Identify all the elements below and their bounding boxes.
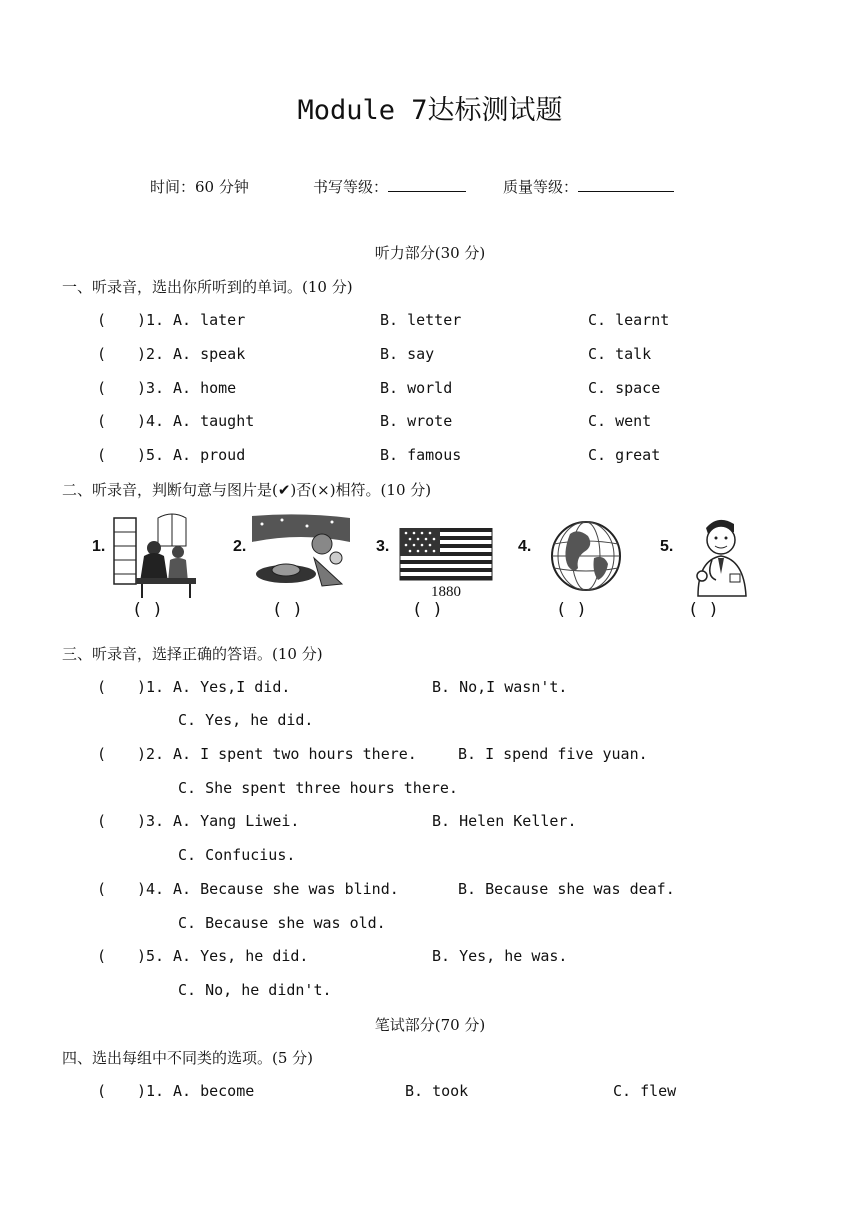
american-flag-picture xyxy=(398,528,494,600)
option-b: B. world xyxy=(380,379,453,397)
picture-label-5: 5. xyxy=(660,538,674,555)
option-b: B. say xyxy=(380,345,435,363)
quality-grade-label: 质量等级： xyxy=(503,176,674,197)
globe-picture xyxy=(548,518,624,594)
item-number: )3. xyxy=(137,812,165,830)
option-a: A. taught xyxy=(173,412,255,430)
option-a: A. proud xyxy=(173,446,246,464)
option-a: A. home xyxy=(173,379,237,397)
listening-part-title: 听力部分(30 分) xyxy=(374,244,486,262)
option-c: C. Confucius. xyxy=(178,846,296,864)
picture-label-4: 4. xyxy=(518,538,532,555)
option-b: B. famous xyxy=(380,446,462,464)
option-c: C. space xyxy=(588,379,661,397)
option-a: A. I spent two hours there. xyxy=(173,745,417,763)
item-number: )1. xyxy=(137,1082,165,1100)
picture-answer-5[interactable]: ( ) xyxy=(688,600,719,620)
writing-grade-blank[interactable] xyxy=(388,177,466,192)
spaceship-picture xyxy=(252,512,350,596)
option-a: A. later xyxy=(173,311,246,329)
option-c: C. flew xyxy=(613,1082,677,1100)
option-c: C. She spent three hours there. xyxy=(178,779,458,797)
option-b: B. letter xyxy=(380,311,462,329)
flag-year: 1880 xyxy=(431,584,461,600)
family-reading-picture xyxy=(110,512,202,600)
option-b: B. Yes, he was. xyxy=(432,947,568,965)
option-a: A. Yes,I did. xyxy=(173,678,291,696)
item-number: )2. xyxy=(137,345,165,363)
option-c: C. learnt xyxy=(588,311,670,329)
doctor-picture xyxy=(684,514,760,598)
item-number: )3. xyxy=(137,379,165,397)
answer-paren[interactable]: ( xyxy=(97,412,107,430)
time-label: 时间：60 分钟 xyxy=(150,178,249,196)
item-number: )4. xyxy=(137,412,165,430)
item-number: )1. xyxy=(137,678,165,696)
item-number: )5. xyxy=(137,947,165,965)
answer-paren[interactable]: ( xyxy=(97,745,107,763)
picture-answer-4[interactable]: ( ) xyxy=(556,600,587,620)
picture-label-2: 2. xyxy=(233,538,247,555)
answer-paren[interactable]: ( xyxy=(97,678,107,696)
item-number: )2. xyxy=(137,745,165,763)
option-b: B. Because she was deaf. xyxy=(458,880,675,898)
item-number: )4. xyxy=(137,880,165,898)
answer-paren[interactable]: ( xyxy=(97,1082,107,1100)
answer-paren[interactable]: ( xyxy=(97,947,107,965)
picture-answer-2[interactable]: ( ) xyxy=(272,600,303,620)
option-b: B. No,I wasn't. xyxy=(432,678,568,696)
option-a: A. Because she was blind. xyxy=(173,880,399,898)
option-a: A. become xyxy=(173,1082,255,1100)
option-c: C. went xyxy=(588,412,652,430)
option-c: C. talk xyxy=(588,345,652,363)
item-number: )1. xyxy=(137,311,165,329)
writing-part-title: 笔试部分(70 分) xyxy=(374,1016,486,1034)
option-c: C. No, he didn't. xyxy=(178,981,332,999)
option-a: A. Yes, he did. xyxy=(173,947,309,965)
option-c: C. great xyxy=(588,446,661,464)
option-c: C. Yes, he did. xyxy=(178,711,314,729)
answer-paren[interactable]: ( xyxy=(97,880,107,898)
item-number: )5. xyxy=(137,446,165,464)
option-a: A. speak xyxy=(173,345,246,363)
option-b: B. took xyxy=(405,1082,469,1100)
option-a: A. Yang Liwei. xyxy=(173,812,300,830)
quality-grade-blank[interactable] xyxy=(578,177,674,192)
option-b: B. Helen Keller. xyxy=(432,812,577,830)
section4-heading: 四、选出每组中不同类的选项。(5 分) xyxy=(62,1049,314,1067)
answer-paren[interactable]: ( xyxy=(97,311,107,329)
answer-paren[interactable]: ( xyxy=(97,812,107,830)
picture-label-3: 3. xyxy=(376,538,390,555)
picture-answer-1[interactable]: ( ) xyxy=(132,600,163,620)
answer-paren[interactable]: ( xyxy=(97,379,107,397)
section2-heading: 二、听录音，判断句意与图片是(✔)否(×)相符。(10 分) xyxy=(62,481,432,499)
answer-paren[interactable]: ( xyxy=(97,446,107,464)
section1-heading: 一、听录音，选出你所听到的单词。(10 分) xyxy=(62,278,353,296)
picture-label-1: 1. xyxy=(92,538,106,555)
option-c: C. Because she was old. xyxy=(178,914,386,932)
option-b: B. wrote xyxy=(380,412,453,430)
title-module: Module 7 xyxy=(297,95,428,126)
writing-grade-label: 书写等级： xyxy=(313,176,466,197)
title-cn: 达标测试题 xyxy=(427,95,563,126)
section3-heading: 三、听录音，选择正确的答语。(10 分) xyxy=(62,645,323,663)
picture-answer-3[interactable]: ( ) xyxy=(412,600,443,620)
answer-paren[interactable]: ( xyxy=(97,345,107,363)
option-b: B. I spend five yuan. xyxy=(458,745,648,763)
page-title xyxy=(0,88,860,127)
